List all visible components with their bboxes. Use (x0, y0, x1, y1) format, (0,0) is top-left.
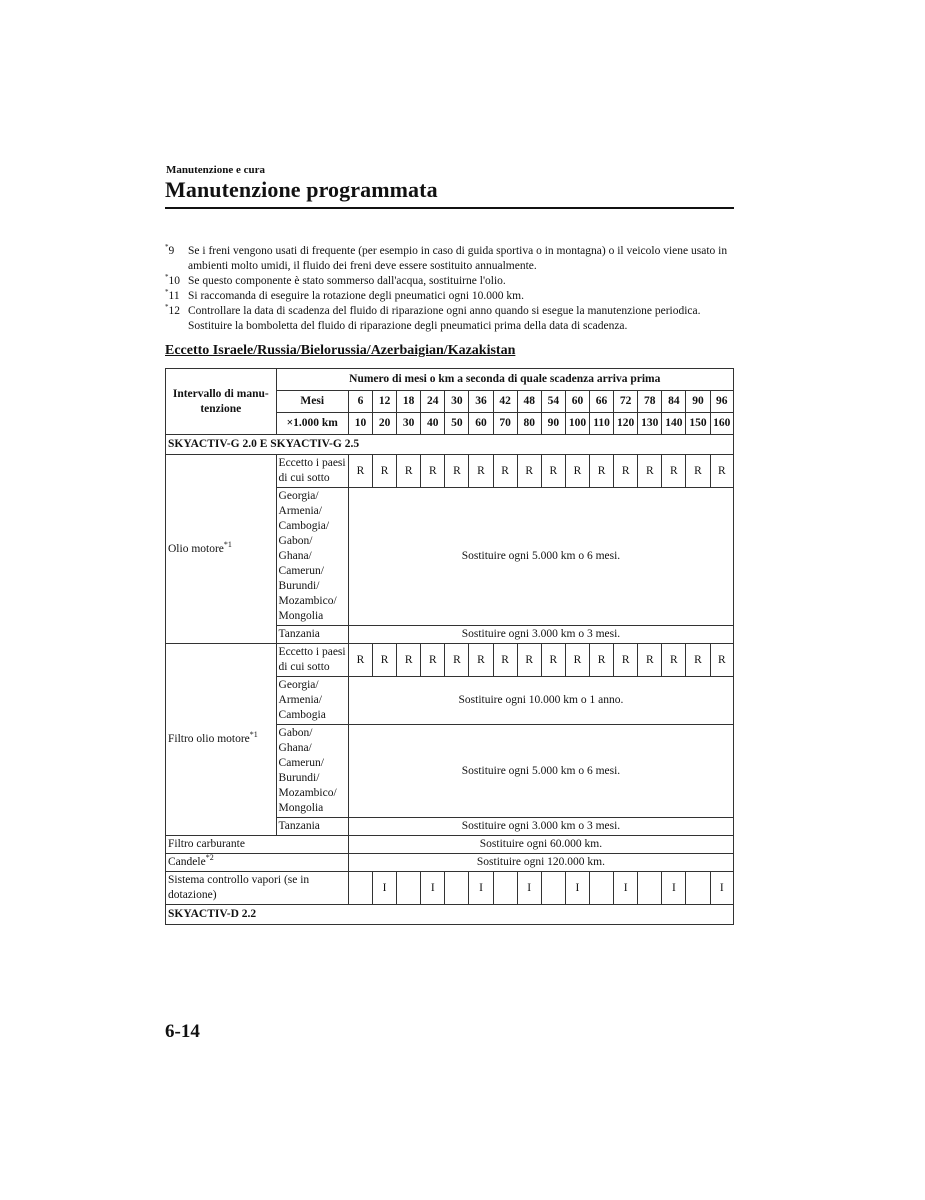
km-cell: 150 (686, 413, 710, 435)
interval-text: Sostituire ogni 60.000 km. (348, 836, 733, 854)
filtro-olio-label: Filtro olio motore$^{*1}$ (166, 644, 277, 836)
interval-cell: R (517, 455, 541, 488)
footnote-text: Se i freni vengono usati di frequente (per esempio in caso di guida sportiva o in montagna) o il veicolo viene usato in ambienti molto umidi, il fluido dei freni deve essere sostituito annualmente. (188, 245, 728, 272)
month-cell: 96 (710, 391, 733, 413)
table-subheading: Eccetto Israele/Russia/Bielorussia/Azerbaigian/Kazakistan (165, 343, 516, 358)
schedule-header: Numero di mesi o km a seconda di quale scadenza arriva prima (276, 369, 733, 391)
km-cell: 60 (469, 413, 493, 435)
interval-cell: R (348, 455, 372, 488)
interval-cell: R (469, 644, 493, 677)
interval-cell: R (590, 455, 614, 488)
region-cell: Georgia/ Armenia/ Cambogia (276, 677, 348, 725)
interval-cell (397, 872, 421, 905)
section-skyactiv-g: SKYACTIV-G 2.0 E SKYACTIV-G 2.5 (166, 435, 734, 455)
interval-cell: R (710, 644, 733, 677)
interval-cell: R (493, 455, 517, 488)
region-cell: Tanzania (276, 626, 348, 644)
table-row (166, 455, 734, 488)
region-cell: Gabon/ Ghana/ Camerun/ Burundi/ Mozambico/ Mongolia (276, 725, 348, 818)
table-row (166, 836, 734, 854)
km-cell: 160 (710, 413, 733, 435)
interval-cell: R (638, 644, 662, 677)
footnote-text: Si raccomanda di eseguire la rotazione degli pneumatici ogni 10.000 km. (188, 290, 524, 302)
month-cell: 36 (469, 391, 493, 413)
interval-cell: I (373, 872, 397, 905)
footnote-text: Se questo componente è stato sommerso dall'acqua, sostituirne l'olio. (188, 275, 506, 287)
interval-cell: I (662, 872, 686, 905)
interval-cell: R (421, 644, 445, 677)
km-cell: 140 (662, 413, 686, 435)
table-row (166, 644, 734, 677)
km-cell: 110 (590, 413, 614, 435)
km-label: ×1.000 km (276, 413, 348, 435)
interval-cell: R (662, 644, 686, 677)
interval-header: Intervallo di manu-tenzione (166, 369, 277, 435)
interval-cell: R (710, 455, 733, 488)
footnote-text: Controllare la data di scadenza del fluido di riparazione ogni anno quando si esegue la manutenzione periodica. Sostituire la bomboletta del fluido di riparazione degli pneumatici prima della data di scadenza. (188, 305, 701, 332)
interval-cell: R (445, 455, 469, 488)
interval-cell: R (421, 455, 445, 488)
month-cell: 60 (565, 391, 589, 413)
km-cell: 100 (565, 413, 589, 435)
interval-cell (348, 872, 372, 905)
sistema-vapori-label: Sistema controllo vapori (se in dotazione) (166, 872, 349, 905)
km-cell: 80 (517, 413, 541, 435)
section-row (166, 435, 734, 455)
footnotes (165, 244, 735, 334)
page-title: Manutenzione programmata (165, 177, 438, 202)
interval-text: Sostituire ogni 10.000 km o 1 anno. (348, 677, 733, 725)
interval-cell: R (348, 644, 372, 677)
interval-cell: R (686, 455, 710, 488)
footnote: *11 Si raccomanda di eseguire la rotazione degli pneumatici ogni 10.000 km. (165, 289, 735, 304)
km-cell: 90 (541, 413, 565, 435)
interval-cell: R (614, 455, 638, 488)
candele-label: Candele$^{*2}$ (166, 854, 349, 872)
interval-cell: R (373, 455, 397, 488)
interval-cell: R (662, 455, 686, 488)
section-row (166, 905, 734, 925)
month-cell: 84 (662, 391, 686, 413)
month-cell: 54 (541, 391, 565, 413)
interval-cell: I (710, 872, 733, 905)
interval-cell: R (469, 455, 493, 488)
month-cell: 48 (517, 391, 541, 413)
section-skyactiv-d: SKYACTIV-D 2.2 (166, 905, 734, 925)
interval-cell (493, 872, 517, 905)
page-number: 6-14 (165, 1021, 200, 1042)
km-cell: 120 (614, 413, 638, 435)
interval-cell (686, 872, 710, 905)
month-cell: 6 (348, 391, 372, 413)
interval-cell: R (565, 644, 589, 677)
interval-cell (541, 872, 565, 905)
month-cell: 30 (445, 391, 469, 413)
interval-cell (590, 872, 614, 905)
table-row (166, 872, 734, 905)
region-cell: Eccetto i paesi di cui sotto (276, 455, 348, 488)
interval-cell: I (614, 872, 638, 905)
km-cell: 10 (348, 413, 372, 435)
km-cell: 20 (373, 413, 397, 435)
region-cell: Tanzania (276, 818, 348, 836)
region-cell: Eccetto i paesi di cui sotto (276, 644, 348, 677)
interval-cell: I (565, 872, 589, 905)
km-cell: 130 (638, 413, 662, 435)
km-cell: 40 (421, 413, 445, 435)
interval-cell: R (541, 644, 565, 677)
interval-cell: R (373, 644, 397, 677)
month-cell: 18 (397, 391, 421, 413)
interval-cell: R (614, 644, 638, 677)
footnote: *9 Se i freni vengono usati di frequente (per esempio in caso di guida sportiva o in montagna) o il veicolo viene usato in ambienti molto umidi, il fluido dei freni deve essere sostituito annualmente. (165, 244, 735, 274)
km-cell: 50 (445, 413, 469, 435)
km-cell: 70 (493, 413, 517, 435)
month-cell: 72 (614, 391, 638, 413)
interval-cell: I (517, 872, 541, 905)
table-row (166, 854, 734, 872)
interval-text: Sostituire ogni 3.000 km o 3 mesi. (348, 818, 733, 836)
interval-cell: R (541, 455, 565, 488)
interval-cell (638, 872, 662, 905)
interval-cell: R (565, 455, 589, 488)
interval-cell: I (469, 872, 493, 905)
footnote: *10 Se questo componente è stato sommerso dall'acqua, sostituirne l'olio. (165, 274, 735, 289)
interval-cell: R (397, 455, 421, 488)
interval-cell: R (445, 644, 469, 677)
filtro-carburante-label: Filtro carburante (166, 836, 349, 854)
region-cell: Georgia/ Armenia/ Cambogia/ Gabon/ Ghana/ Camerun/ Burundi/ Mozambico/ Mongolia (276, 488, 348, 626)
interval-cell (445, 872, 469, 905)
month-cell: 78 (638, 391, 662, 413)
interval-cell: R (638, 455, 662, 488)
month-cell: 42 (493, 391, 517, 413)
interval-text: Sostituire ogni 3.000 km o 3 mesi. (348, 626, 733, 644)
header-row (166, 369, 734, 391)
months-label: Mesi (276, 391, 348, 413)
interval-cell: R (397, 644, 421, 677)
month-cell: 90 (686, 391, 710, 413)
olio-motore-label: Olio motore$^{*1}$ (166, 455, 277, 644)
month-cell: 12 (373, 391, 397, 413)
interval-cell: I (421, 872, 445, 905)
interval-text: Sostituire ogni 5.000 km o 6 mesi. (348, 725, 733, 818)
footnote: *12 Controllare la data di scadenza del fluido di riparazione ogni anno quando si esegue la manutenzione periodica. Sostituire la bomboletta del fluido di riparazione degli pneumatici prima della data di scadenza. (165, 304, 735, 334)
interval-cell: R (686, 644, 710, 677)
title-divider (165, 207, 734, 209)
interval-text: Sostituire ogni 120.000 km. (348, 854, 733, 872)
section-label: Manutenzione e cura (166, 164, 265, 176)
interval-cell: R (590, 644, 614, 677)
maintenance-table (165, 368, 734, 925)
month-cell: 24 (421, 391, 445, 413)
interval-cell: R (493, 644, 517, 677)
month-cell: 66 (590, 391, 614, 413)
interval-text: Sostituire ogni 5.000 km o 6 mesi. (348, 488, 733, 626)
km-cell: 30 (397, 413, 421, 435)
interval-cell: R (517, 644, 541, 677)
